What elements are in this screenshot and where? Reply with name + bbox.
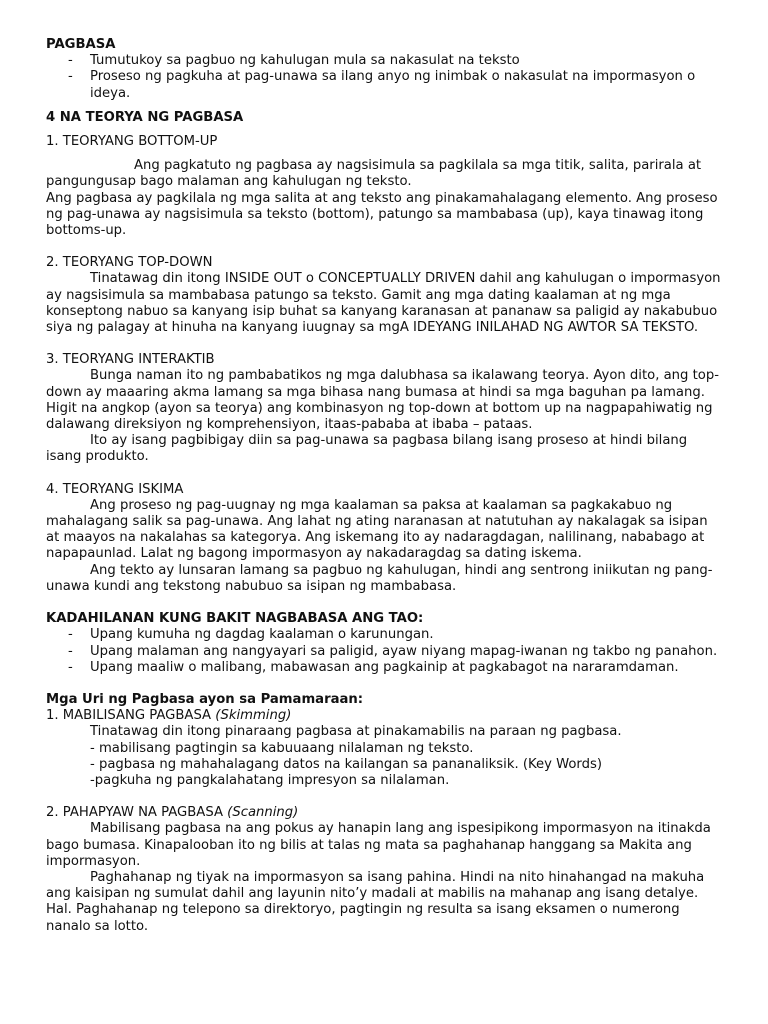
- kadahilanan-heading: KADAHILANAN KUNG BAKIT NAGBABASA ANG TAO:: [46, 611, 424, 627]
- mabilisan-item: -pagkuha ng pangkalahatang impresyon sa nilalaman.: [90, 772, 450, 788]
- mabilisan-title: 1. MABILISANG PAGBASA (Skimming): [46, 708, 292, 724]
- pagbasa-bullet-list: [46, 53, 722, 102]
- mabilisan-item: - pagbasa ng mahahalagang datos na kailangan sa pananaliksik. (Key Words): [90, 756, 603, 772]
- pahapyaw-paragraph: Mabilisang pagbasa na ang pokus ay hanapin lang ang ispesipikong impormasyon na itinakda bago bumasa. Kinapalooban ito ng bilis at talas ng mata sa paghahanap hanggang sa Makita ang impormasyon.: [46, 821, 711, 869]
- pahapyaw-paragraph: Hal. Paghahanap ng telepono sa direktoryo, pagtingin ng resulta sa isang eksamen o numerong nanalo sa lotto.: [46, 902, 680, 934]
- iskima-title: 4. TEORYANG ISKIMA: [46, 481, 184, 497]
- pahapyaw-paragraph: Paghahanap ng tiyak na impormasyon sa isang pahina. Hindi na nito hinahangad na makuha ang kaisipan ng sumulat dahil ang layunin nito’y madali at mabilis na mahanap ang isang detalye.: [46, 869, 705, 902]
- list-item: - Proseso ng pagkuha at pag-unawa sa ilang anyo ng inimbak o nakasulat na impormasyon o ideya.: [68, 69, 696, 101]
- interaktib-paragraph: Bunga naman ito ng pambabatikos ng mga dalubhasa sa ikalawang teorya. Ayon dito, ang top-down ay maaaring akma lamang sa mga bihasa nang bumasa at hindi sa mga baguhan pa lamang. Higit na angkop (ayon sa teorya) ang kombinasyon ng top-down at bottom up na nagpapahiwatig ng dalawang direksiyon ng komprehensiyon, itaas-pababa at ibaba – pataas.: [46, 368, 719, 433]
- interaktib-paragraph: Ito ay isang pagbibigay diin sa pag-unawa sa pagbasa bilang isang proseso at hindi bilang isang produkto.: [46, 433, 688, 465]
- mabilisan-item: - mabilisang pagtingin sa kabuuaang nilalaman ng teksto.: [90, 740, 474, 756]
- top-down-title: 2. TEORYANG TOP-DOWN: [46, 255, 213, 271]
- iskima-paragraph: Ang proseso ng pag-uugnay ng mga kaalaman sa paksa at kaalaman sa pagkakabuo ng mahalagang salik sa pag-unawa. Ang lahat ng ating naranasan at natutuhan ay nakalagak sa isipan at maayos na nakalahas sa kategorya. Ang iskemang ito ay nadaragdagan, nalilinang, nababago at napapaunlad. Lalat ng bagong impormasyon ay nakadaragdag sa dating iskema.: [46, 497, 708, 562]
- uri-heading: Mga Uri ng Pagbasa ayon sa Pamamaraan:: [46, 691, 364, 707]
- bottom-up-title: 1. TEORYANG BOTTOM-UP: [46, 134, 218, 150]
- bottom-up-paragraph: Ang pagbasa ay pagkilala ng mga salita at ang teksto ang pinakamahalagang elemento. Ang proseso ng pag-unawa ay nagsisimula sa teksto (bottom), patungo sa mambabasa (up), kaya tinawag itong bottoms-up.: [46, 190, 718, 239]
- top-down-paragraph: Tinatawag din itong INSIDE OUT o CONCEPTUALLY DRIVEN dahil ang kahulugan o impormasyon ay nagsisimula sa mambabasa patungo sa teksto. Gamit ang mga dating kaalaman at ng mga konseptong nabuo sa kanyang isip buhat sa kanyang karanasan at pananaw sa paligid ay nakabubuo siya ng palagay at hinuha na kanyang iuugnay sa mgA IDEYANG INILAHAD NG AWTOR SA TEKSTO.: [46, 271, 721, 336]
- interaktib-title: 3. TEORYANG INTERAKTIB: [46, 352, 215, 368]
- bottom-up-paragraph: Ang pagkatuto ng pagbasa ay nagsisimula sa pagkilala sa mga titik, salita, parirala at pangungusap bago malaman ang kahulugan ng teksto.: [46, 158, 702, 190]
- pahapyaw-title: 2. PAHAPYAW NA PAGBASA (Scanning): [46, 805, 299, 821]
- list-item: - Upang maaliw o malibang, mabawasan ang pagkainip at pagkabagot na nararamdaman.: [68, 659, 679, 675]
- iskima-paragraph: Ang tekto ay lunsaran lamang sa pagbuo ng kahulugan, hindi ang sentrong iniikutan ng pang-unawa kundi ang tekstong nabubuo sa isipan ng mambabasa.: [46, 562, 713, 594]
- document-page: [46, 37, 722, 935]
- list-item: - Upang kumuha ng dagdag kaalaman o karunungan.: [68, 627, 434, 643]
- mabilisan-paragraph: Tinatawag din itong pinaraang pagbasa at pinakamabilis na paraan ng pagbasa.: [90, 724, 622, 740]
- pagbasa-heading: PAGBASA: [46, 37, 116, 52]
- kadahilanan-bullet-list: [46, 627, 722, 676]
- list-item: - Tumutukoy sa pagbuo ng kahulugan mula sa nakasulat na teksto: [68, 53, 520, 69]
- list-item: - Upang malaman ang nangyayari sa paligid, ayaw niyang mapag-iwanan ng takbo ng panahon.: [68, 643, 718, 659]
- teorya-heading: 4 NA TEORYA NG PAGBASA: [46, 109, 244, 125]
